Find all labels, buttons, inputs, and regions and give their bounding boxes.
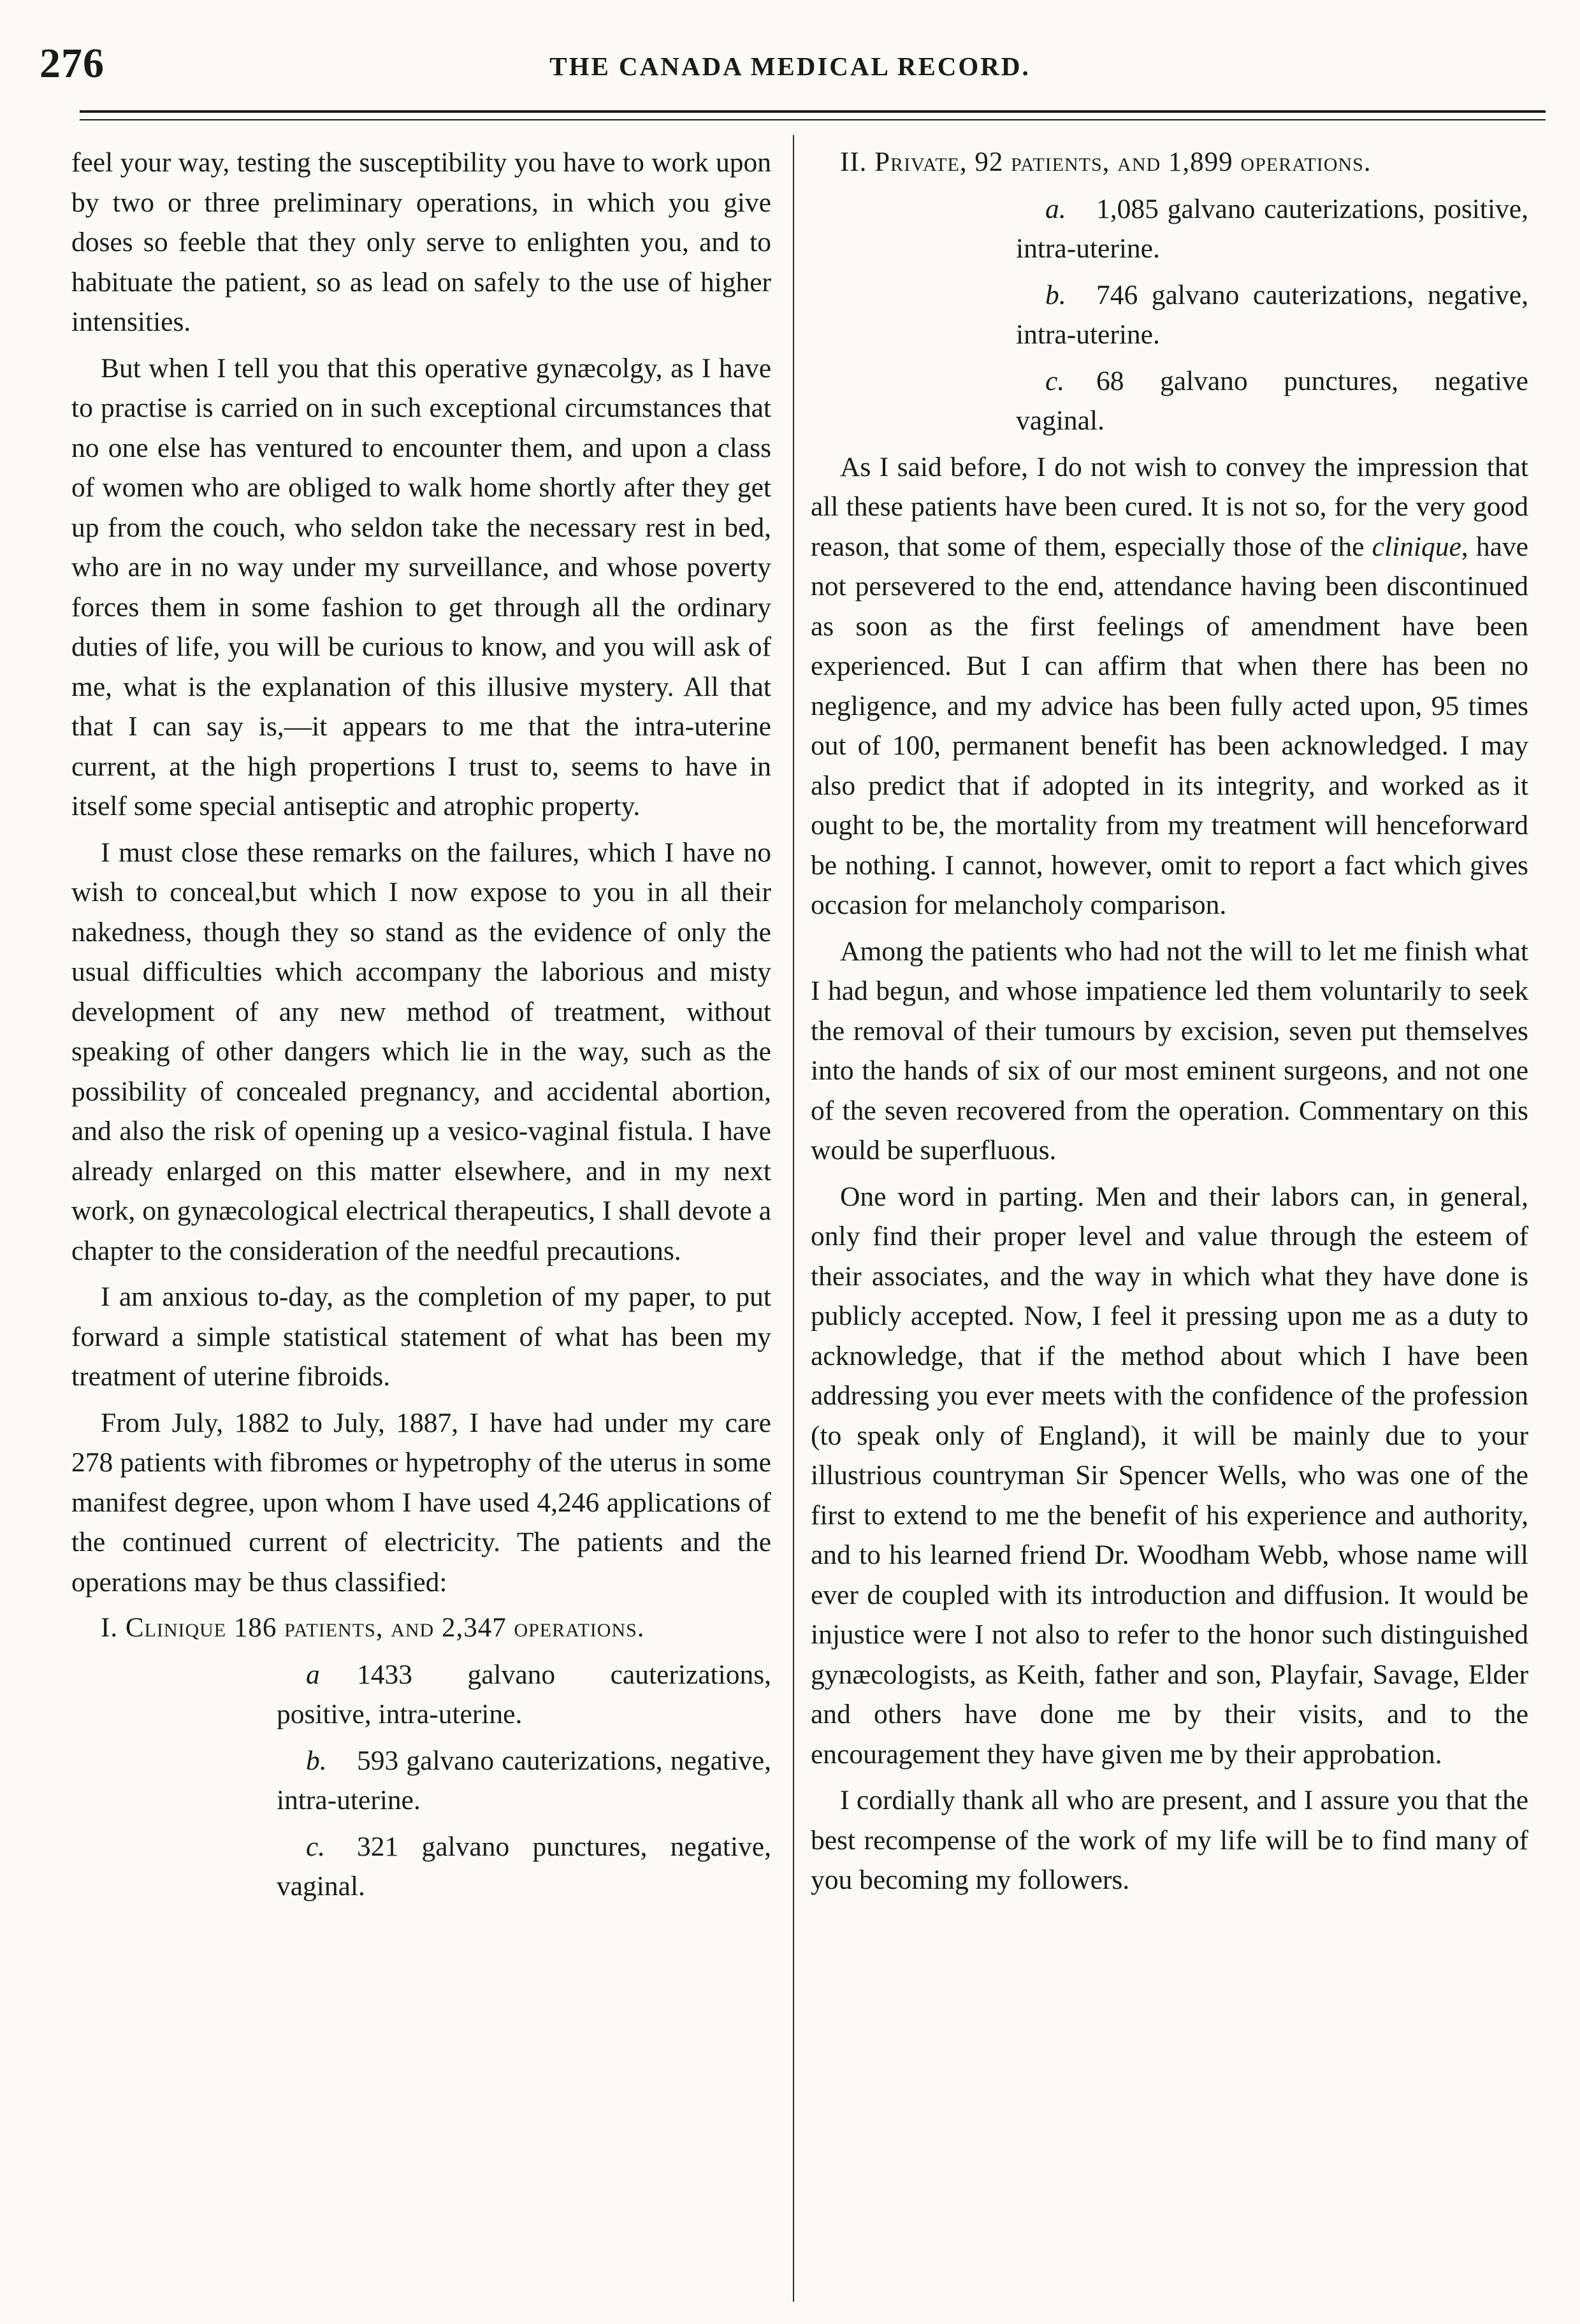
list-item [811, 361, 1528, 441]
list-marker: c. [306, 1831, 326, 1862]
italic-term: clinique [1372, 531, 1461, 562]
paragraph: feel your way, testing the susceptibility you have to work upon by two or three preliminary operations, in which you give doses so feeble that they only serve to enlighten you, and to habituate the patient, so as lead on safely to the use of higher intensities. [71, 147, 771, 337]
paragraph: One word in parting. Men and their labors can, in general, only find their proper level and value through the esteem of their associates, and the way in which what they have done is publicly accepted. Now, I feel it pressing upon me as a duty to acknowledge, that if the method about which I have been addressing you ever meets with the confidence of the profession (to speak only of England), it will be mainly due to your illustrious countryman Sir Spencer Wells, who was one of the first to extend to me the benefit of his experience and authority, and to his learned friend Dr. Woodham Webb, whose name will ever de coupled with its introduction and diffusion. It would be injustice were I not also to refer to the honor such distinguished gynæcologists, as Keith, father and son, Playfair, Savage, Elder and others have done me by their visits, and to the encouragement they have given me by their approbation. [811, 1181, 1528, 1770]
list-marker: b. [306, 1745, 327, 1776]
section-heading-clinique: I. Clinique 186 patients, and 2,347 operations. [101, 1613, 645, 1643]
paragraph: Among the patients who had not the will to let me finish what I had begun, and whose impatience led them voluntarily to seek the removal of their tumours by excision, seven put themselves into the hands of six of our most eminent surgeons, and not one of the seven recovered from the operation. Commentary on this would be superfluous. [811, 935, 1528, 1166]
paragraph-text: As I said before, I do not wish to convey the impression that all these patients have been cured. It is not so, for the very good reason, that some of them, especially those of the [811, 451, 1528, 562]
paragraph: From July, 1882 to July, 1887, I have had under my care 278 patients with fibromes or hypetrophy of the uterus in some manifest degree, upon whom I have used 4,246 applications of the continued current of electricity. The patients and the operations may be thus classified: [71, 1407, 771, 1598]
list-item-text: 1,085 galvano cauterizations, positive, intra-uterine. [1016, 193, 1528, 264]
header-rule-thin [80, 119, 1546, 120]
list-marker: a [306, 1659, 320, 1690]
section-heading-private: II. Private, 92 patients, and 1,899 operations. [840, 147, 1372, 177]
right-column [811, 143, 1528, 1907]
journal-title: THE CANADA MEDICAL RECORD. [549, 52, 1031, 81]
list-item [71, 1741, 771, 1821]
header-rule-thick [80, 110, 1546, 113]
list-marker: c. [1045, 365, 1065, 396]
paragraph: I cordially thank all who are present, and I assure you that the best recompense of the work of my life will be to find many of you becoming my followers. [811, 1785, 1528, 1895]
list-item-text: 593 galvano cauterizations, negative, intra-uterine. [277, 1745, 771, 1815]
list-item [811, 275, 1528, 355]
paragraph: But when I tell you that this operative gynæcolgy, as I have to practise is carried on in such exceptional circumstances that no one else has ventured to encounter them, and upon a class of women who are obliged to walk home shortly after they get up from the couch, who seldon take the necessary rest in bed, who are in no way under my surveillance, and whose poverty forces them in some fashion to get through all the ordinary duties of life, you will be curious to know, and you will ask of me, what is the explanation of this illusive mystery. All that that I can say is,—it appears to me that the intra-uterine current, at the high propertions I trust to, seems to have in itself some special antiseptic and atrophic property. [71, 352, 771, 821]
list-item [811, 189, 1528, 269]
page-number: 276 [40, 40, 105, 87]
left-column [71, 143, 771, 1913]
list-item-text: 321 galvano punctures, negative, vaginal. [277, 1831, 771, 1902]
list-item-text: 1433 galvano cauterizations, positive, intra-uterine. [277, 1659, 771, 1729]
column-divider [793, 135, 794, 2302]
paragraph: I must close these remarks on the failures, which I have no wish to conceal,but which I now expose to you in all their nakedness, though they so stand as the evidence of only the usual difficulties which accompany the laborious and misty development of any new method of treatment, without speaking of other dangers which lie in the way, such as the possibility of concealed pregnancy, and accidental abortion, and also the risk of opening up a vesico-vaginal fistula. I have already enlarged on this matter elsewhere, and in my next work, on gynæcological electrical therapeutics, I shall devote a chapter to the consideration of the needful precautions. [71, 837, 771, 1266]
list-item [71, 1827, 771, 1907]
list-item-text: 746 galvano cauterizations, negative, intra-uterine. [1016, 279, 1528, 350]
paragraph-text: , have not persevered to the end, attendance having been discontinued as soon as the first feelings of amendment have been experienced. But I can affirm that when there has been no negligence, and my advice has been fully acted upon, 95 times out of 100, permanent benefit has been acknowledged. I may also predict that if adopted in its integrity, and worked as it ought to be, the mortality from my treatment will henceforward be nothing. I cannot, however, omit to report a fact which gives occasion for melancholy comparison. [811, 531, 1528, 920]
list-item [71, 1655, 771, 1735]
list-item-text: 68 galvano punctures, negative vaginal. [1016, 365, 1528, 436]
list-marker: b. [1045, 279, 1066, 310]
list-marker: a. [1045, 193, 1066, 224]
paragraph [811, 447, 1528, 925]
paragraph: I am anxious to-day, as the completion of my paper, to put forward a simple statistical statement of what has been my treatment of uterine fibroids. [71, 1281, 771, 1392]
